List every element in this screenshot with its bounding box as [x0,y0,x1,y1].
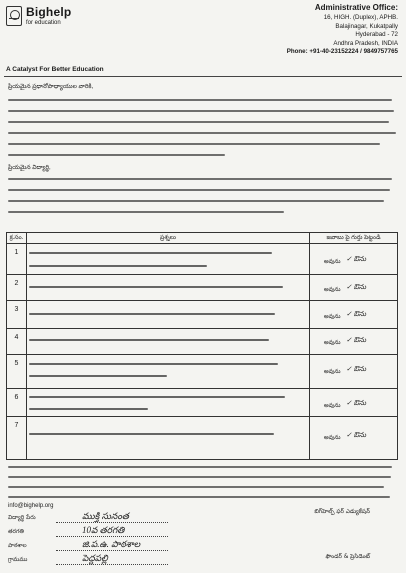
footer-line [8,496,390,498]
row-number: 2 [7,275,27,301]
row-number: 4 [7,329,27,355]
office-line-1: 16, HIGH. (Duplex), APHB. [323,14,398,21]
class-line [56,536,168,537]
office-line-4: Andhra Pradesh, INDIA [333,39,398,47]
owl-logo-icon [6,6,22,26]
row-number: 7 [7,417,27,459]
letter-line [8,189,390,191]
handwritten-tick: ✓ ఔను [346,310,367,318]
organization-signature: బిగ్‌హెల్ప్ ఫర్ ఎడ్యుకేషన్ [314,509,370,515]
letter-line [8,121,389,123]
question-cell [27,275,310,301]
tagline: A Catalyst For Better Education [6,66,104,73]
village-value: పెద్దపల్లి [82,553,108,563]
bighelp-logo [6,4,78,34]
letter-line [8,132,396,134]
school-value: జి.ప.ఉ. పాఠశాల [82,539,141,549]
question-line [29,396,285,398]
answer-yes: అవును [324,314,341,320]
office-line-2: Balajinagar, Kukatpally [335,22,398,30]
column-questions: ప్రశ్నలు [27,233,310,244]
letter-line [8,110,394,112]
answer-yes: అవును [324,340,341,346]
class-label: తరగతి [8,529,24,535]
handwritten-tick: ✓ ఔను [346,365,367,373]
office-phone: Phone: +91-40-23152224 / 9849757765 [286,48,398,56]
office-line-3: Hyderabad - 72 [355,31,398,39]
question-cell [27,389,310,417]
letter-line [8,99,392,101]
answer-yes: అవును [324,287,341,293]
office-address-block [248,3,398,57]
school-line [56,550,168,551]
handwritten-tick: ✓ ఔను [346,255,367,263]
column-answer: జవాబు పై గుర్తు పెట్టండి [310,233,397,244]
founder-signature: ఫౌండర్ & ప్రెసిడెంట్ [325,554,370,560]
row-number: 3 [7,301,27,329]
handwritten-tick: ✓ ఔను [346,399,367,407]
logo-name: Bighelp [26,5,72,19]
student-line [56,522,168,523]
handwritten-tick: ✓ ఔను [346,431,367,439]
logo-subtitle: for education [26,20,61,26]
handwritten-tick: ✓ ఔను [346,336,367,344]
question-cell [27,417,310,459]
question-cell [27,355,310,389]
salutation-1: ప్రియమైన ప్రధానోపాధ్యాయుల వారికి, [8,84,94,90]
answer-yes: అవును [324,403,341,409]
question-line [29,339,269,341]
question-line [29,252,272,254]
question-cell [27,244,310,275]
header-rule [4,76,402,77]
row-number: 6 [7,389,27,417]
email-text: info@bighelp.org [8,503,54,509]
question-line [29,313,275,315]
answer-yes: అవును [324,259,341,265]
answer-yes: అవును [324,369,341,375]
office-title: Administrative Office: [314,3,398,12]
student-label: విద్యార్థి పేరు [8,515,36,521]
letter-line [8,200,384,202]
letter-line [8,143,380,145]
row-number: 5 [7,355,27,389]
footer-line [8,486,384,488]
question-line [29,433,274,435]
question-line [29,265,207,267]
village-line [56,564,168,565]
handwritten-tick: ✓ ఔను [346,283,367,291]
footer-line [8,466,392,468]
footer-line [8,476,391,478]
question-line [29,375,167,377]
school-label: పాఠశాల [8,543,27,549]
letter-line [8,178,392,180]
question-cell [27,329,310,355]
student-value: ముక్తి సునంత [82,511,129,521]
class-value: 10వ తరగతి [82,525,125,535]
letter-line [8,211,284,213]
salutation-2: ప్రియమైన విద్యార్థి, [8,165,51,171]
question-line [29,286,283,288]
question-line [29,363,278,365]
letter-line [8,154,225,156]
answer-yes: అవును [324,435,341,441]
row-number: 1 [7,244,27,275]
question-line [29,408,148,410]
column-serial: క్ర.సం. [7,233,27,244]
village-label: గ్రామము [8,557,28,563]
question-cell [27,301,310,329]
